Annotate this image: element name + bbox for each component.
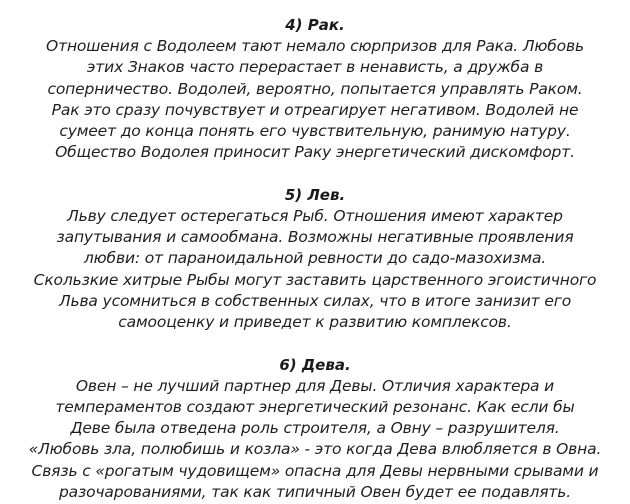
text-line: Связь с «рогатым чудовищем» опасна для Девы нервными срывами и: [31, 461, 599, 480]
text-line: этих Знаков часто перерастает в ненависть, а дружба в: [86, 58, 544, 77]
text-line: Деве была отведена роль строителя, а Овну – разрушителя.: [70, 419, 560, 438]
text-line: разочарованиями, так как типичный Овен будет ее подавлять.: [58, 483, 572, 502]
text-line: соперничество. Водолей, вероятно, попытается управлять Раком.: [47, 79, 583, 98]
text-line: Отношения с Водолеем тают немало сюрпризов для Рака. Любовь: [46, 37, 584, 55]
text-line: самооценку и приведет к развитию комплексов.: [118, 313, 512, 332]
text-line: любви: от параноидальной ревности до садо-мазохизма.: [83, 249, 547, 268]
section-virgo: [10, 354, 620, 504]
section-heading: 6) Дева.: [279, 355, 351, 374]
text-line: Льву следует остерегаться Рыб. Отношения имеют характер: [67, 206, 563, 225]
text-line: темпераментов создают энергетический резонанс. Как если бы: [55, 397, 575, 416]
text-line: сумеет до конца понять его чувствительную, ранимую натуру.: [59, 122, 571, 141]
text-line: Общество Водолея приносит Раку энергетический дискомфорт.: [55, 143, 575, 162]
section-heading: 5) Лев.: [284, 185, 346, 204]
section-cancer: [10, 14, 620, 164]
section-heading: 4) Рак.: [285, 16, 345, 34]
text-line: Скользкие хитрые Рыбы могут заставить царственного эгоистичного: [33, 270, 597, 289]
text-line: запутывания и самообмана. Возможны негативные проявления: [56, 228, 574, 247]
text-line: Льва усомниться в собственных силах, что в итоге занизит его: [58, 291, 572, 310]
text-line: Рак это сразу почувствует и отреагирует негативом. Водолей не: [51, 100, 579, 119]
section-leo: [10, 184, 620, 334]
text-line: Овен – не лучший партнер для Девы. Отличия характера и: [75, 376, 555, 395]
text-line: «Любовь зла, полюбишь и козла» - это когда Дева влюбляется в Овна.: [28, 440, 602, 459]
